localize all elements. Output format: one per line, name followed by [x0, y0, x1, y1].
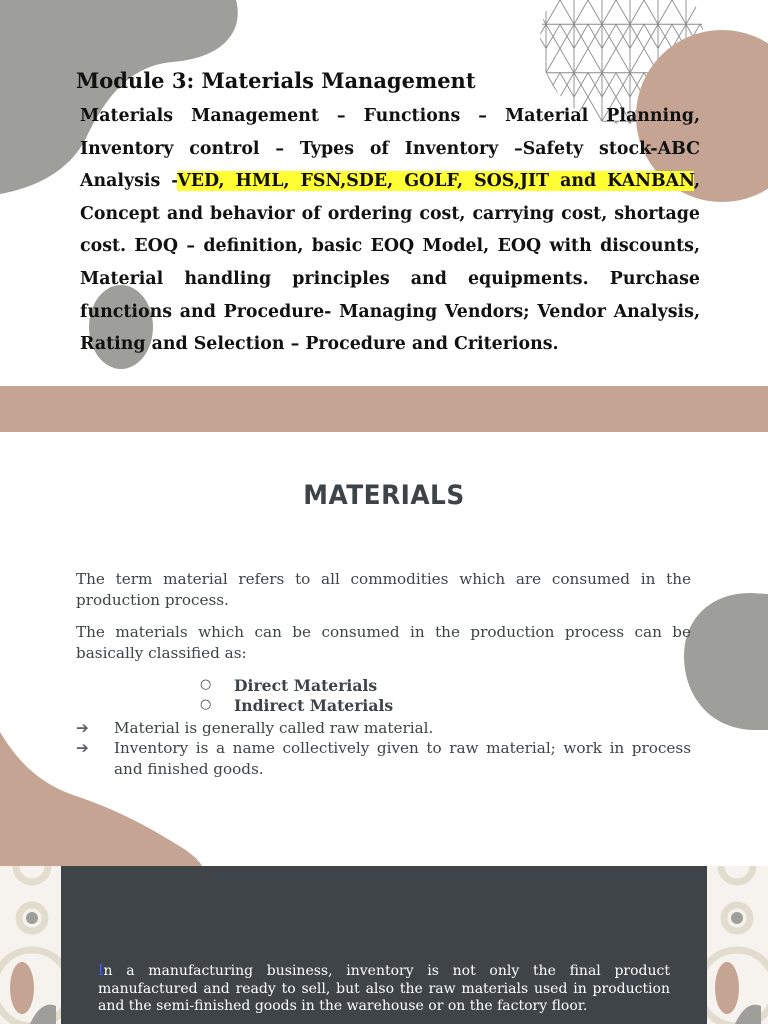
dark-content-panel: [61, 866, 707, 1024]
materials-definition-paragraph: The term material refers to all commodities which are consumed in the production process.: [76, 570, 691, 609]
list-item-label: Material is generally called raw material.: [114, 719, 434, 737]
slide-materials: [0, 432, 768, 866]
text-cursor-letter: I: [98, 963, 104, 979]
module-syllabus-text: [80, 100, 700, 361]
arrow-right-icon: ➔: [76, 739, 89, 757]
tan-divider-band: [0, 386, 768, 432]
list-item-raw-material: [76, 718, 691, 739]
inventory-definition-text: [98, 963, 670, 1016]
list-item-label: Direct Materials: [234, 676, 378, 695]
list-item-label: Inventory is a name collectively given to raw material; work in process and finished goods.: [114, 739, 691, 778]
gray-blob-right: [684, 593, 768, 730]
inventory-definition-body: n a manufacturing business, inventory is not only the final product manufactured and ready to sell, but also the raw materials used in production and the semi-finished goods in the warehouse or on the factory floor.: [98, 963, 670, 1014]
materials-classification-paragraph: The materials which can be consumed in the production process can be basically classified as:: [76, 623, 691, 662]
circle-bullet-icon: ○: [200, 677, 212, 692]
slide-inventory-definition: [0, 866, 768, 1024]
slide-module-3: [0, 0, 768, 386]
syllabus-text-part1: Materials Management – Functions – Material Planning, Inventory control – Types of Inventory –Safety stock-ABC Analysis -: [80, 106, 700, 192]
circle-bullet-icon: ○: [200, 697, 212, 712]
list-item-label: Indirect Materials: [234, 696, 394, 715]
list-item-inventory: [76, 738, 691, 780]
arrow-right-icon: ➔: [76, 719, 89, 737]
module-title: Module 3: Materials Management: [76, 68, 476, 93]
materials-heading: MATERIALS: [303, 480, 465, 511]
syllabus-text-part2: , Concept and behavior of ordering cost, carrying cost, shortage cost. EOQ – definition, basic EOQ Model, EOQ with discounts, Material handling principles and equipments. Purchase functions and Procedure- Managing Vendors; Vendor Analysis, Rating and Selection – Procedure and Criterions.: [80, 171, 700, 355]
syllabus-highlighted-text: VED, HML, FSN,SDE, GOLF, SOS,JIT and KANBAN: [177, 171, 694, 192]
